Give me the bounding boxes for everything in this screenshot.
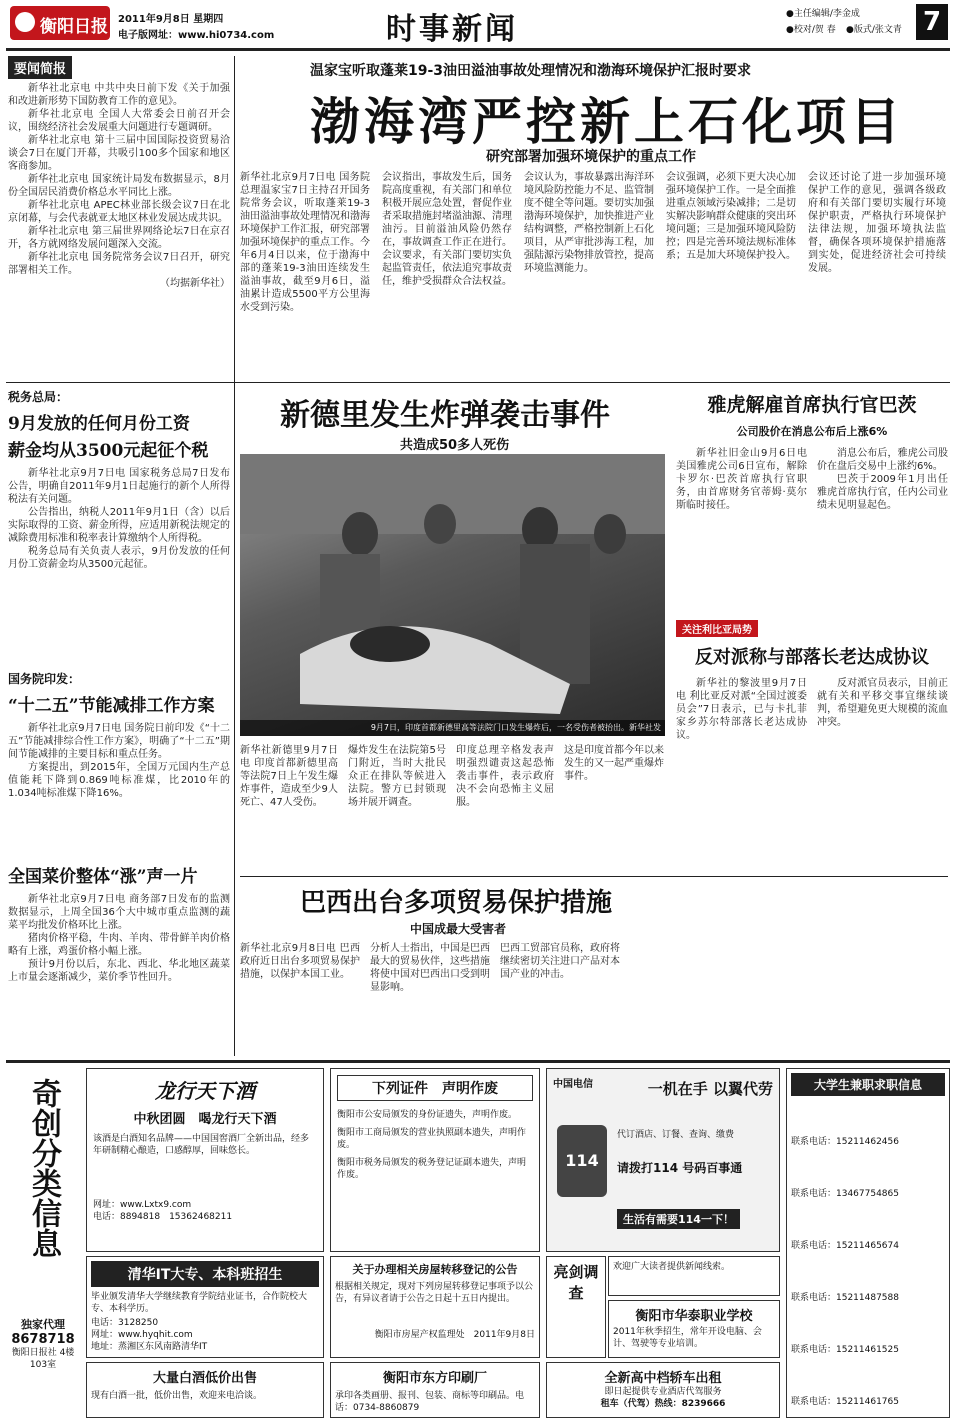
tax-story xyxy=(8,388,230,648)
ads-rule xyxy=(6,1060,950,1063)
phone-114-icon: 114 xyxy=(557,1125,607,1197)
masthead-rule xyxy=(6,48,950,51)
survey-title: 亮剑调查 xyxy=(553,1263,599,1302)
veg-headline: 全国菜价整体“涨”声一片 xyxy=(8,867,198,887)
libya-paragraph: 新华社的黎波里9月7日电 利比亚反对派“全国过渡委员会”7日表示，已与卡扎菲家乡苏尔特部落长老达成协议。 xyxy=(676,678,807,741)
logo-text: 衡阳日报 xyxy=(40,17,108,37)
car-body: 即日起提供专业酒店代驾服务 xyxy=(604,1387,722,1397)
brief-item: 新华社北京电 第十三届中国国际投资贸易洽谈会7日在厦门开幕，共吸引100多个国家和地区客商参加。 xyxy=(8,135,230,172)
tax-paragraph: 公告指出，纳税人2011年9月1日（含）以后实际取得的工资、薪金所得，应适用新税法规定的减除费用标准和税率表计算缴纳个人所得税。 xyxy=(8,507,230,544)
section-rule xyxy=(240,876,948,877)
brief-item: 新华社北京电 国家统计局发布数据显示，8月份全国居民消费价格总水平同比上涨。 xyxy=(8,174,230,198)
libya-kicker: 关注利比亚局势 xyxy=(676,620,758,637)
tax-paragraph: 新华社北京9月7日电 国家税务总局7日发布公告，明确自2011年9月1日起施行的新个人所得税法有关问题。 xyxy=(8,468,230,505)
car-rental-ad xyxy=(546,1362,780,1418)
briefs-column xyxy=(8,56,230,376)
telecom-line-1: 代订酒店、订餐、查询、缴费 xyxy=(617,1130,735,1140)
huatai-ad xyxy=(608,1300,780,1358)
libya-body xyxy=(676,677,948,867)
property-title: 关于办理相关房屋转移登记的公告 xyxy=(352,1263,518,1276)
layout-credit: ●版式/张文青 xyxy=(846,25,902,35)
sidebar-title: 奇创分类信息 xyxy=(26,1078,61,1258)
property-notice-ad xyxy=(330,1256,540,1358)
tsinghua-ad xyxy=(86,1256,324,1358)
brief-item: 新华社北京电 APEC林业部长级会议7日在北京闭幕，与会代表就亚太地区林业发展达成共识。 xyxy=(8,200,230,224)
sc-headline: “十二五”节能减排工作方案 xyxy=(8,696,215,716)
jobs-item: 联系电话：15211461765 xyxy=(791,1397,899,1407)
telecom-title: 一机在手 以翼代劳 xyxy=(647,1080,773,1098)
section-rule xyxy=(6,382,950,383)
delhi-col-4: 这是印度首都今年以来发生的又一起严重爆炸事件。 xyxy=(564,745,664,782)
veg-body xyxy=(8,893,230,1053)
wine-tel: 电话：8894818 15362468211 xyxy=(93,1212,233,1222)
briefs-text xyxy=(8,82,230,372)
yahoo-headline: 雅虎解雇首席执行官巴茨 xyxy=(707,394,917,416)
brazil-subhead: 中国成最大受害者 xyxy=(410,922,507,936)
jobs-item: 联系电话：15211461525 xyxy=(791,1345,899,1355)
notice-ad xyxy=(330,1068,540,1252)
brief-item: 新华社北京电 第三届世界网络论坛7日在京召开，各方就网络发展问题深入交流。 xyxy=(8,226,230,250)
page-number: 7 xyxy=(916,4,948,40)
lead-story xyxy=(240,56,948,386)
yahoo-paragraph: 消息公布后，雅虎公司股价在盘后交易中上涨约6%。 xyxy=(817,448,948,472)
briefs-source: （均据新华社） xyxy=(160,278,230,289)
notice-title: 下列证件 声明作废 xyxy=(337,1075,533,1101)
printing-body: 承印各类画册、报刊、包装、商标等印刷品。电话：0734-8860879 xyxy=(335,1391,525,1413)
editor-credit: ●主任编辑/李金成 xyxy=(786,9,860,19)
classified-sidebar xyxy=(6,1068,80,1418)
tsinghua-tel: 电话：3128250 xyxy=(91,1318,159,1328)
veg-paragraph: 新华社北京9月7日电 商务部7日发布的监测数据显示，上周全国36个大中城市重点监测的蔬菜平均批发价格环比上涨。 xyxy=(8,894,230,931)
lead-headline: 渤海湾严控新上石化项目 xyxy=(310,92,904,151)
car-title: 全新高中档轿车出租 xyxy=(604,1371,722,1386)
photo-scene xyxy=(240,454,665,736)
lead-col-5: 会议还讨论了进一步加强环境保护工作的意见，强调各级政府和有关部门要切实履行环境保护职责，严格执行环境保护法律法规，加强环境执法监督，确保各项环境保护措施落到实处，促进经济社会可持续发展。 xyxy=(808,172,946,274)
veg-paragraph: 猪肉价格平稳，牛肉、羊肉、带骨鲜羊肉价格略有上涨，鸡蛋价格小幅上涨。 xyxy=(8,933,230,957)
jobs-item: 联系电话：15211462456 xyxy=(791,1137,899,1147)
telecom-ad xyxy=(546,1068,780,1252)
survey-body: 欢迎广大读者提供新闻线索。 xyxy=(613,1262,731,1272)
brief-item: 新华社北京电 国务院常务会议7日召开，研究部署相关工作。 xyxy=(8,252,230,276)
brazil-col-3: 巴西工贸部官员称，政府将继续密切关注进口产品对本国产业的冲击。 xyxy=(500,943,620,980)
column-divider xyxy=(234,56,235,1056)
yahoo-paragraph: 新华社旧金山9月6日电 美国雅虎公司6日宣布，解除卡罗尔·巴茨首席执行官职务，由首席财务官蒂姆·莫尔斯临时接任。 xyxy=(676,448,807,511)
site-url: 电子版网址：www.hi0734.com xyxy=(118,30,275,41)
delhi-subhead: 共造成50多人死伤 xyxy=(400,438,510,453)
brazil-col-2: 分析人士指出，中国是巴西最大的贸易伙伴，这些措施将使中国对巴西出口受到明显影响。 xyxy=(370,943,490,993)
tax-headline-1: 9月发放的任何月份工资 xyxy=(8,414,190,434)
brief-item: 新华社北京电 全国人大常委会日前召开会议，围绕经济社会发展重大问题进行专题调研。 xyxy=(8,109,230,133)
lead-subhead: 研究部署加强环境保护的重点工作 xyxy=(486,149,696,165)
libya-headline: 反对派称与部落长老达成协议 xyxy=(695,647,929,668)
sidebar-phone: 8678718 xyxy=(11,1332,75,1347)
vegetables-story xyxy=(8,862,230,1052)
lead-col-3: 会议认为，事故暴露出海洋环境风险防控能力不足、监管制度不健全等问题。要切实加强渤海环境保护，加快推进产业结构调整，严格控制新上石化项目，从严审批涉海工程，加强陆源污染物排放管控，提高环境监测能力。 xyxy=(524,172,654,274)
yahoo-body xyxy=(676,447,948,617)
printing-ad xyxy=(330,1362,540,1418)
car-tel: 租车（代驾）热线：8239666 xyxy=(600,1399,726,1409)
jobs-item: 联系电话：15211487588 xyxy=(791,1293,899,1303)
survey-ad xyxy=(546,1256,606,1358)
lead-kicker: 温家宝听取蓬莱19-3油田溢油事故处理情况和渤海环境保护汇报时要求 xyxy=(310,63,752,79)
delhi-headline: 新德里发生炸弹袭击事件 xyxy=(280,398,610,433)
tsinghua-body: 毕业颁发清华大学继续教育学院结业证书，合作院校大专、本科学历。 xyxy=(91,1292,308,1314)
photo-caption: 9月7日，印度首都新德里高等法院门口发生爆炸后，一名受伤者被抬出。新华社发 xyxy=(240,720,665,736)
huatai-title: 衡阳市华泰职业学校 xyxy=(635,1309,753,1324)
tsinghua-web: 网址：www.hyqhit.com xyxy=(91,1330,193,1340)
jobs-item: 联系电话：13467754865 xyxy=(791,1189,899,1199)
survey-body-box xyxy=(608,1256,780,1296)
tsinghua-title: 清华IT大专、本科班招生 xyxy=(91,1261,319,1287)
libya-story xyxy=(676,618,948,868)
state-council-story xyxy=(8,670,230,850)
yahoo-story xyxy=(676,390,948,610)
section-name: 时事新闻 xyxy=(386,12,518,47)
issue-date: 2011年9月8日 星期四 xyxy=(118,14,224,25)
sale-title: 大量白酒低价出售 xyxy=(152,1371,257,1386)
sidebar-note: 衡阳日报社 4楼103室 xyxy=(11,1348,75,1370)
property-signoff: 衡阳市房屋产权监理处 2011年9月8日 xyxy=(374,1330,535,1340)
jobs-item: 联系电话：15211465674 xyxy=(791,1241,899,1251)
notice-item: 衡阳市公安局颁发的身份证遗失，声明作废。 xyxy=(337,1110,518,1120)
brazil-story xyxy=(240,882,948,1052)
section-title xyxy=(386,4,556,47)
briefs-tag: 要闻简报 xyxy=(8,56,72,79)
jobs-ad xyxy=(786,1068,950,1418)
proofreader-credit: ●校对/贺 春 xyxy=(786,25,836,35)
telecom-line-2: 请拨打114 号码百事通 xyxy=(617,1161,743,1175)
tax-body xyxy=(8,467,230,647)
wine-slogan: 中秋团圆 喝龙行天下酒 xyxy=(133,1112,277,1127)
jobs-title: 大学生兼职求职信息 xyxy=(791,1073,945,1096)
delhi-photo xyxy=(240,454,665,736)
tax-paragraph: 税务总局有关负责人表示，9月份发放的任何月份工资薪金均从3500元起征。 xyxy=(8,546,230,570)
tsinghua-addr: 地址：蒸湘区东风南路清华IT xyxy=(91,1342,208,1352)
sc-paragraph: 方案提出，到2015年，全国万元国内生产总值能耗下降到0.869吨标准煤，比2010年的1.034吨标准煤下降16%。 xyxy=(8,762,230,799)
wine-ad xyxy=(86,1068,324,1252)
telecom-slogan: 生活有需要114一下！ xyxy=(617,1209,740,1229)
printing-title: 衡阳市东方印刷厂 xyxy=(382,1371,487,1386)
delhi-col-3: 印度总理辛格发表声明强烈谴责这起恐怖袭击事件，表示政府决不会向恐怖主义屈服。 xyxy=(456,745,554,808)
lead-col-4: 会议强调，必须下更大决心加强环境保护工作。一是全面推进重点领域污染减排；二是切实解决影响群众健康的突出环境问题；三是加强环境风险防控；四是完善环境法规标准体系；五是加大环境保护投入。 xyxy=(666,172,796,261)
sc-body xyxy=(8,722,230,842)
yahoo-subhead: 公司股价在消息公布后上涨6% xyxy=(736,425,888,438)
delhi-story xyxy=(240,390,665,870)
tax-headline-2: 薪金均从3500元起征个税 xyxy=(8,441,209,461)
libya-paragraph: 反对派官员表示，目前正就有关和平移交事宜继续谈判，希望避免更大规模的流血冲突。 xyxy=(817,678,948,728)
masthead xyxy=(6,4,950,50)
brief-item: 新华社北京电 中共中央日前下发《关于加强和改进新形势下国防教育工作的意见》。 xyxy=(8,83,230,107)
veg-paragraph: 预计9月份以后，东北、西北、华北地区蔬菜上市量会逐渐减少，菜价季节性回升。 xyxy=(8,959,230,983)
logo-circle-icon xyxy=(15,12,35,32)
sc-kicker: 国务院印发： xyxy=(8,672,81,686)
yahoo-paragraph: 巴茨于2009年1月出任雅虎首席执行官，任内公司业绩未见明显起色。 xyxy=(817,474,948,511)
delhi-col-1: 新华社新德里9月7日电 印度首都新德里高等法院7日上午发生爆炸事件，造成至少9人死亡、47人受伤。 xyxy=(240,745,338,808)
brazil-col-1: 新华社北京9月8日电 巴西政府近日出台多项贸易保护措施，以保护本国工业。 xyxy=(240,943,360,980)
huatai-body: 2011年秋季招生，常年开设电脑、会计、驾驶等专业培训。 xyxy=(613,1327,762,1349)
wine-web: 网址：www.Lxtx9.com xyxy=(93,1200,192,1210)
sale-body: 现有白酒一批，低价出售，欢迎来电洽谈。 xyxy=(91,1391,263,1401)
wine-body: 该酒是白酒知名品牌——中国国窖酒厂全新出品，经多年研制精心酿造，口感醇厚，回味悠长。 xyxy=(93,1134,310,1156)
lead-col-1: 新华社北京9月7日电 国务院总理温家宝7日主持召开国务院常务会议，听取蓬莱19-3油田溢油事故处理情况和渤海环境保护工作汇报，研究部署加强环境保护的重点工作。今年6月4日以来，位于渤海中部的蓬莱19-3油田连续发生溢油事故，截至9月6日，溢油累计造成5500平方公里海水受到污染。 xyxy=(240,172,370,313)
notice-item: 衡阳市税务局颁发的税务登记证副本遗失，声明作废。 xyxy=(337,1158,527,1180)
notice-item: 衡阳市工商局颁发的营业执照副本遗失，声明作废。 xyxy=(337,1128,527,1150)
telecom-brand: 中国电信 xyxy=(553,1079,593,1090)
lead-col-2: 会议指出，事故发生后，国务院高度重视，有关部门和单位积极开展应急处置，督促作业者采取措施封堵溢油源、清理油污。目前溢油风险仍然存在，事故调查工作正在进行。会议要求，有关部门要切实负起监管责任，依法追究事故责任，维护受损群众合法权益。 xyxy=(382,172,512,287)
brazil-headline: 巴西出台多项贸易保护措施 xyxy=(300,888,613,918)
wine-title: 龙行天下酒 xyxy=(155,1079,255,1103)
newspaper-logo xyxy=(10,6,110,40)
sidebar-agent: 独家代理 xyxy=(21,1318,65,1331)
tax-kicker: 税务总局： xyxy=(8,390,69,404)
sale-ad xyxy=(86,1362,324,1418)
delhi-col-2: 爆炸发生在法院第5号门附近，当时大批民众正在排队等候进入法院。警方已封锁现场并展开调查。 xyxy=(348,745,446,808)
sc-paragraph: 新华社北京9月7日电 国务院日前印发《“十二五”节能减排综合性工作方案》，明确了“十二五”期间节能减排的主要目标和重点任务。 xyxy=(8,723,230,760)
property-body: 根据相关规定，现对下列房屋转移登记事项予以公告，有异议者请于公告之日起十五日内提出。 xyxy=(335,1282,534,1304)
